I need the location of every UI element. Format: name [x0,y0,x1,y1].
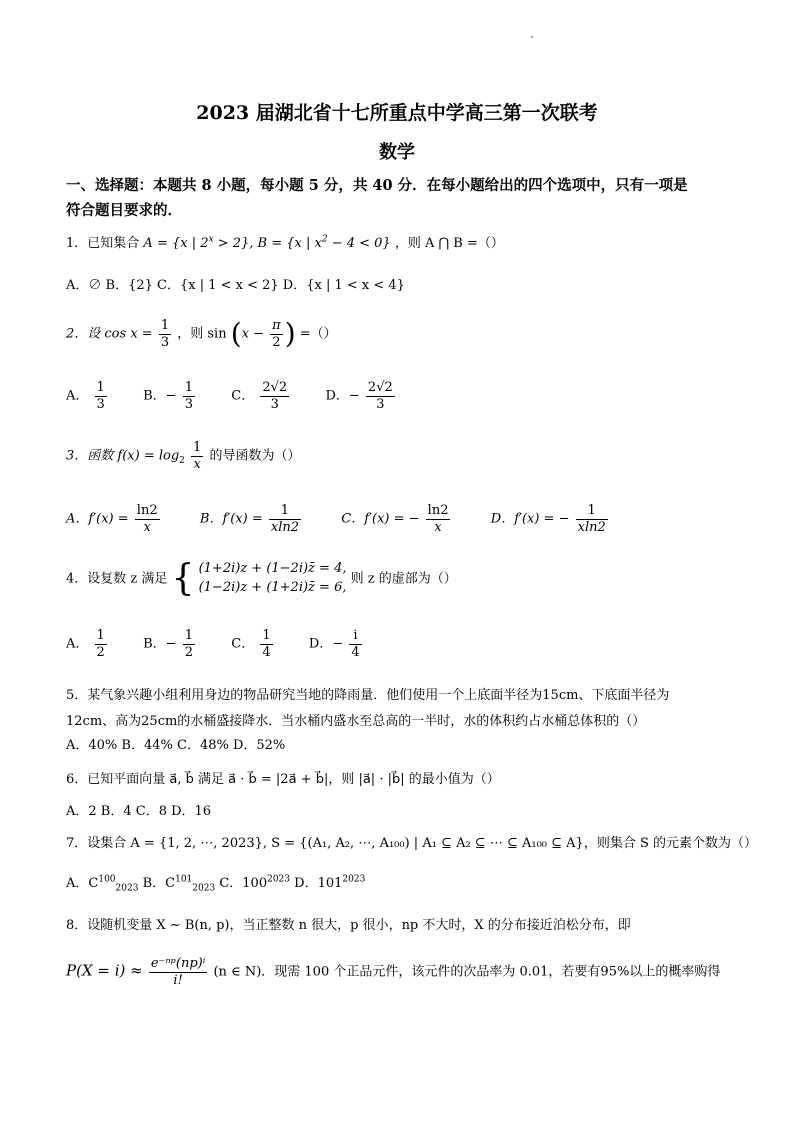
q2-argument: x − [241,326,265,342]
q7-option-a: A．C [66,876,99,891]
q3-fraction: $\frac{1}{x}$ [193,440,202,472]
q7-option-b: B．C [142,876,176,891]
q4-tail: 则 z 的虚部为（） [350,571,457,587]
q7-option-d: D．101 [294,876,343,891]
question-5-line-2: 12cm、高为25cm的水桶盛接降水．当水桶内盛水至总高的一半时，水的体积约占水桶总体积的（） [66,714,646,729]
question-1 [66,232,504,251]
q2-option-a: A． [66,388,89,404]
q2-pi-fraction: $\frac{\pi}{2}$ [272,318,281,350]
q4-equation-system: (1+2i)z + (1−2i)z̄ = 4, (1−2i)z + (1+2i)z̄ = 6, [198,561,347,595]
q1-set-a: A = {x | $2^x > 2$}, B = {x | $x^2 - 4 < 0$} [143,234,391,251]
q4-option-b: B．− [143,636,177,652]
q4-options: A． $\frac{1}{2}$ B．− $\frac{1}{2}$ C． $\frac{1}{4}$ D．− $\frac{i}{4}$ [66,628,360,660]
question-6: 6．已知平面向量 a⃗, b⃗ 满足 a⃗ · b⃗ = |2a⃗ + b⃗|，则 |a⃗| · |b⃗| 的最小值为（） [66,772,500,787]
q8-tail: (n ∈ N)．现需 100 个正品元件，该元件的次品率为 0.01，若要有95%以上的概率购得 [213,964,721,980]
q4-lead: 4．设复数 z 满足 [66,571,168,587]
q4-option-c: C． [231,636,255,652]
q2-fraction: $\frac{1}{3}$ [160,318,170,350]
question-5-line-1: 5．某气象兴趣小组利用身边的物品研究当地的降雨量．他们使用一个上底面半径为15cm、下底面半径为 [66,688,670,703]
q3-lead: 3．函数 f(x) = log [66,448,180,464]
q3-option-b: B．f′(x) = [199,511,263,527]
section-heading-line-1: 一、选择题：本题共 8 小题，每小题 5 分，共 40 分．在每小题给出的四个选项中，只有一项是 [66,177,688,194]
q3-tail: 的导函数为（） [209,448,301,464]
question-8-line-1: 8．设随机变量 X ~ B(n, p)，当正整数 n 很大，p 很小，np 不大时，X 的分布接近泊松分布，即 [66,918,631,933]
q2-tail: =（） [299,326,337,342]
question-3: 3．函数 $f(x) = \log_2$ $\frac{1}{x}$ 的导函数为（） [66,440,301,472]
q2-options: A． $\frac{1}{3}$ B．− $\frac{1}{3}$ C． $\frac{2√2}{3}$ D．− $\frac{2√2}{3}$ [66,380,393,412]
q2-option-c: C． [231,388,255,404]
q2-mid: ，则 sin [177,326,227,342]
q2-lead: 2．设 cos x = [66,326,153,342]
q3-options: A．f′(x) = $\frac{\ln 2}{x}$ B．f′(x) = $\frac{1}{xln2}$ C．f′(x) = − $\frac{\ln 2}{x}$ D．f′(x) = − $\frac{1}{xln2}$ [66,503,606,535]
q3-option-d: D．f′(x) = − [490,511,570,527]
page-title: 2023 届湖北省十七所重点中学高三第一次联考 [196,102,598,124]
question-4: 4．设复数 z 满足 { (1+2i)z + (1−2i)z̄ = 4, (1−2i)z + (1+2i)z̄ = 6, 则 z 的虚部为（） [66,557,457,599]
q1-number: 1．已知集合 [66,236,140,251]
q5-options: A．40% B．44% C．48% D．52% [66,738,286,753]
q2-option-b: B．− [143,388,177,404]
q4-option-a: A． [66,636,89,652]
q2-option-d: D．− [325,388,360,404]
q6-options: A．2 B．4 C．8 D．16 [66,804,212,819]
question-8-line-2 [66,956,720,988]
q1-options: A．∅ B．{2} C．{x | 1 < x < 2} D．{x | 1 < x < 4} [66,278,405,293]
q8-poisson-fraction: $\frac{\text{e⁻ⁿᵖ(np)ⁱ}}{i!}$ [150,956,206,988]
q7-option-c: C．100 [219,876,268,891]
q1-tail: ，则 A ⋂ B =（） [394,236,504,251]
scan-speck [531,36,533,38]
q4-option-d: D．− [308,636,344,652]
q7-options: A．$C^{100}_{2023}$ B．$C^{101}_{2023}$ C．$100^{2023}$ D．$101^{2023}$ [66,874,366,894]
subject-heading: 数学 [379,142,415,163]
section-heading-line-2: 符合题目要求的． [66,202,182,219]
question-7: 7．设集合 A = {1, 2, ⋯, 2023}, S = {(A₁, A₂, ⋯, A₁₀₀) | A₁ ⊆ A₂ ⊆ ⋯ ⊆ A₁₀₀ ⊆ A}，则集合 S 的元素个数为（） [66,836,757,851]
question-2: 2．设 cos x = $\frac{1}{3}$ ，则 sin (x − $\frac{\pi}{2}$ ) =（） [66,317,337,351]
q8-formula-lead: P(X = i) ≈ [66,961,143,980]
q3-option-a: A．f′(x) = [66,511,129,527]
q3-option-c: C．f′(x) = − [341,511,420,527]
